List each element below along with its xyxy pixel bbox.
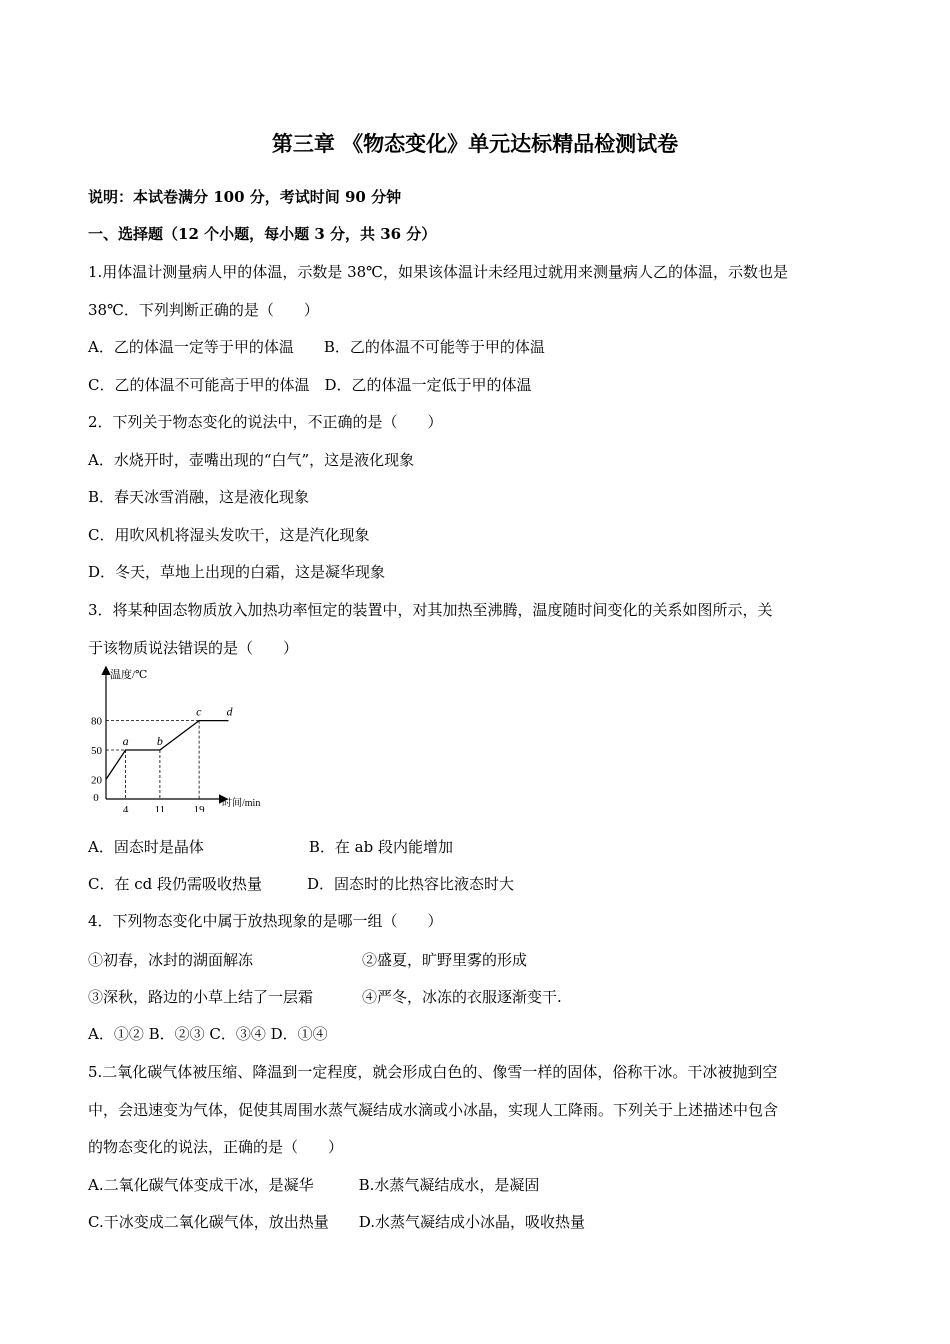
q3-stem-line2: 于该物质说法错误的是（ ） — [88, 639, 299, 657]
q4-item-2: ②盛夏，旷野里雾的形成 — [362, 951, 528, 969]
q2-option-b: B．春天冰雪消融，这是液化现象 — [88, 488, 310, 506]
y-axis-label: 温度/℃ — [110, 669, 148, 681]
q5-stem-line3: 的物态变化的说法，正确的是（ ） — [88, 1138, 344, 1156]
q4-item-1: ①初春，冰封的湖面解冻 — [88, 951, 254, 969]
x-tick-label: 0 — [93, 792, 99, 804]
q5-stem-line1: 5.二氧化碳气体被压缩、降温到一定程度，就会形成白色的、像雪一样的固体，俗称干冰。干冰被抛到空 — [88, 1063, 778, 1081]
q3-options-cd: C．在 cd 段仍需吸收热量 D．固态时的比热容比液态时大 — [88, 875, 515, 893]
q4-item-4: ④严冬，冰冻的衣服逐渐变干. — [362, 988, 562, 1006]
q2-option-a: A．水烧开时，壶嘴出现的“白气”，这是液化现象 — [88, 451, 415, 469]
q1-options-ab: A．乙的体温一定等于甲的体温 B．乙的体温不可能等于甲的体温 — [88, 338, 545, 356]
page-title: 第三章 《物态变化》单元达标精品检测试卷 — [271, 131, 679, 156]
exam-note: 说明：本试卷满分 100 分，考试时间 90 分钟 — [88, 188, 402, 206]
q5-options-cd: C.干冰变成二氧化碳气体，放出热量 D.水蒸气凝结成小冰晶，吸收热量 — [88, 1213, 585, 1231]
point-label-a: a — [122, 734, 129, 748]
point-label-d: d — [226, 704, 233, 719]
y-tick-label: 80 — [91, 715, 102, 728]
q4-options: A．①② B．②③ C．③④ D．①④ — [88, 1025, 328, 1043]
q2-option-c: C．用吹风机将湿头发吹干，这是汽化现象 — [88, 526, 370, 544]
temperature-curve — [106, 721, 229, 780]
temperature-time-chart — [86, 662, 286, 812]
q4-item-3: ③深秋，路边的小草上结了一层霜 — [88, 988, 314, 1006]
x-tick-label: 4 — [122, 804, 129, 812]
section-heading: 一、选择题（12 个小题，每小题 3 分，共 36 分） — [88, 225, 437, 243]
q1-stem-line1: 1.用体温计测量病人甲的体温，示数是 38℃，如果该体温计未经甩过就用来测量病人乙的体温，示数也是 — [88, 263, 788, 281]
q5-options-ab: A.二氧化碳气体变成干冰，是凝华 B.水蒸气凝结成水，是凝固 — [88, 1176, 540, 1194]
q2-option-d: D．冬天，草地上出现的白霜，这是凝华现象 — [88, 563, 386, 581]
x-tick-label: 11 — [154, 804, 166, 812]
q4-stem: 4．下列物态变化中属于放热现象的是哪一组（ ） — [88, 912, 443, 930]
x-tick-label: 19 — [193, 804, 205, 812]
q1-stem-line2: 38℃．下列判断正确的是（ ） — [88, 301, 319, 319]
q3-stem-line1: 3．将某种固态物质放入加热功率恒定的装置中，对其加热至沸腾，温度随时间变化的关系如图所示，关 — [88, 601, 773, 619]
q1-options-cd: C．乙的体温不可能高于甲的体温 D．乙的体温一定低于甲的体温 — [88, 376, 532, 394]
q2-stem: 2．下列关于物态变化的说法中，不正确的是（ ） — [88, 413, 443, 431]
point-label-c: c — [196, 704, 202, 719]
y-tick-label: 20 — [91, 774, 102, 787]
y-tick-label: 50 — [91, 745, 102, 757]
x-axis-label: 时间/min — [222, 798, 261, 809]
q3-options-ab: A．固态时是晶体 B．在 ab 段内能增加 — [88, 838, 453, 856]
point-label-b: b — [156, 734, 163, 748]
q5-stem-line2: 中，会迅速变为气体，促使其周围水蒸气凝结成水滴或小冰晶，实现人工降雨。下列关于上述描述中包含 — [88, 1101, 779, 1119]
